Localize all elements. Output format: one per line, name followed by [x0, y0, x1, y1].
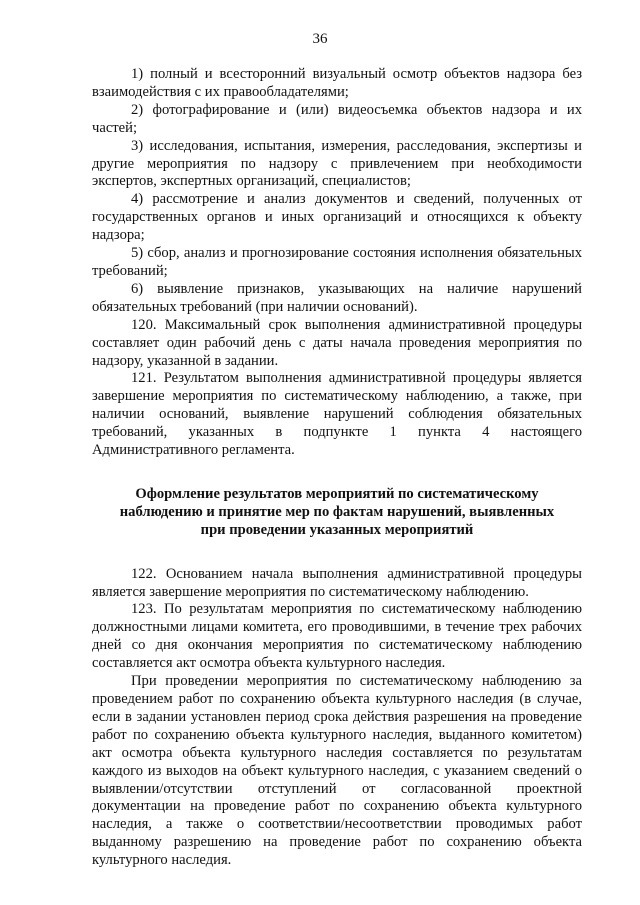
paragraph-121: 121. Результатом выполнения административной процедуры является завершение мероприятия по систематическому наблюдению, а также, при наличии оснований, выявление нарушений соблюдения обязательных требований, указанных в подпункте 1 пункта 4 настоящего Административного регламента.: [92, 370, 582, 459]
paragraph-works-monitoring: При проведении мероприятия по систематическому наблюдению за проведением работ по сохранению объекта культурного наследия (в случае, если в задании установлен период срока действия разрешения на проведение работ по сохранению объекта культурного наследия, выданного комитетом) акт осмотра объекта культурного наследия составляется по результатам каждого из выходов на объект культурного наследия, с указанием сведений о выявлении/отсутствии отступлений от согласованной проектной документации на проведение работ по сохранению объекта культурного наследия, а также о соответствии/несоответствии проводимых работ выданному разрешению на проведение работ по сохранению объекта культурного наследия.: [92, 673, 582, 869]
list-item-1: 1) полный и всесторонний визуальный осмотр объектов надзора без взаимодействия с их правообладателями;: [92, 66, 582, 100]
section-heading-line: наблюдению и принятие мер по фактам нарушений, выявленных: [119, 503, 555, 520]
page-number: 36: [312, 31, 328, 47]
list-item-2: 2) фотографирование и (или) видеосъемка объектов надзора и их частей;: [92, 101, 582, 136]
document-body: [92, 66, 582, 870]
paragraph-122: 122. Основанием начала выполнения административной процедуры является завершение мероприятия по систематическому наблюдению.: [92, 565, 582, 600]
list-item-5: 5) сбор, анализ и прогнозирование состояния исполнения обязательных требований;: [92, 245, 582, 279]
list-item-6: 6) выявление признаков, указывающих на наличие нарушений обязательных требований (при наличии оснований).: [92, 280, 582, 315]
section-heading: [92, 486, 582, 540]
list-item-3: 3) исследования, испытания, измерения, расследования, экспертизы и другие мероприятия по надзору с привлечением при необходимости экспертов, экспертных организаций, специалистов;: [92, 137, 582, 190]
section-heading-line: при проведении указанных мероприятий: [200, 521, 474, 538]
section-heading-line: Оформление результатов мероприятий по систематическому: [135, 485, 539, 502]
list-item-4: 4) рассмотрение и анализ документов и сведений, полученных от государственных органов и иных организаций и относящихся к объекту надзора;: [92, 191, 582, 244]
paragraph-120: 120. Максимальный срок выполнения административной процедуры составляет один рабочий день с даты начала проведения мероприятия по надзору, указанной в задании.: [92, 316, 582, 369]
paragraph-123: 123. По результатам мероприятия по систематическому наблюдению должностными лицами комитета, его проводившими, в течение трех рабочих дней со дня окончания мероприятия по систематическому наблюдению составляется акт осмотра объекта культурного наследия.: [92, 601, 582, 672]
